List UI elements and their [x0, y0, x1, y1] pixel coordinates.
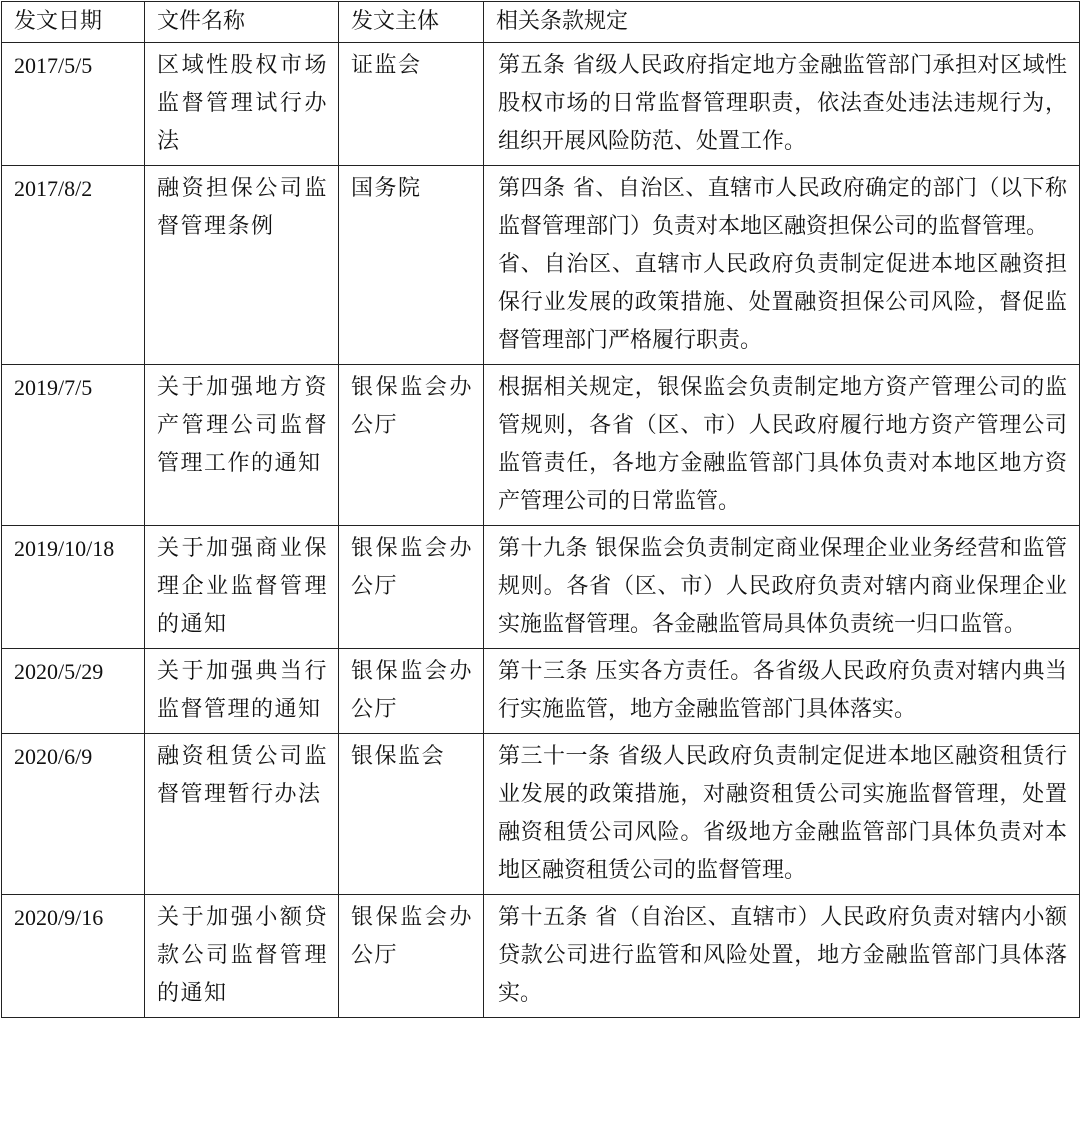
clause-cell: [484, 365, 1080, 526]
issuer-cell: 银保监会: [339, 734, 484, 895]
header-file-name: 文件名称: [145, 2, 339, 43]
table-row: [2, 734, 1080, 895]
issuer-cell: 国务院: [339, 166, 484, 365]
file-name-cell: 关于加强商业保理企业监督管理的通知: [145, 526, 339, 649]
header-date: 发文日期: [2, 2, 145, 43]
issuer-cell: 银保监会办公厅: [339, 649, 484, 734]
issuer-cell: 银保监会办公厅: [339, 526, 484, 649]
table-row: [2, 365, 1080, 526]
header-row: [2, 2, 1080, 43]
table-row: [2, 43, 1080, 166]
header-issuer: 发文主体: [339, 2, 484, 43]
clause-cell: [484, 166, 1080, 365]
header-clause: 相关条款规定: [484, 2, 1080, 43]
issuer-cell: 证监会: [339, 43, 484, 166]
clause-paragraph: 根据相关规定，银保监会负责制定地方资产管理公司的监管规则，各省（区、市）人民政府履行地方资产管理公司监管责任，各地方金融监管部门具体负责对本地区地方资产管理公司的日常监管。: [498, 375, 1067, 514]
clause-paragraph: 第五条 省级人民政府指定地方金融监管部门承担对区域性股权市场的日常监督管理职责，依法查处违法违规行为，组织开展风险防范、处置工作。: [498, 53, 1067, 154]
date-cell: 2019/7/5: [2, 365, 145, 526]
issuer-cell: 银保监会办公厅: [339, 895, 484, 1018]
clause-paragraph: 第四条 省、自治区、直辖市人民政府确定的部门（以下称监督管理部门）负责对本地区融资担保公司的监督管理。: [498, 176, 1067, 239]
clause-cell: [484, 649, 1080, 734]
clause-paragraph: 第十九条 银保监会负责制定商业保理企业业务经营和监管规则。各省（区、市）人民政府负责对辖内商业保理企业实施监督管理。各金融监管局具体负责统一归口监管。: [498, 536, 1067, 637]
issuer-cell: 银保监会办公厅: [339, 365, 484, 526]
file-name-cell: 融资租赁公司监督管理暂行办法: [145, 734, 339, 895]
clause-cell: [484, 895, 1080, 1018]
regulation-table: [1, 1, 1080, 1018]
file-name-cell: 关于加强典当行监督管理的通知: [145, 649, 339, 734]
file-name-cell: 融资担保公司监督管理条例: [145, 166, 339, 365]
clause-cell: [484, 526, 1080, 649]
file-name-cell: 关于加强小额贷款公司监督管理的通知: [145, 895, 339, 1018]
date-cell: 2017/8/2: [2, 166, 145, 365]
clause-paragraph: 第十三条 压实各方责任。各省级人民政府负责对辖内典当行实施监管，地方金融监管部门具体落实。: [498, 659, 1067, 722]
date-cell: 2019/10/18: [2, 526, 145, 649]
table-row: [2, 895, 1080, 1018]
table-row: [2, 649, 1080, 734]
file-name-cell: 关于加强地方资产管理公司监督管理工作的通知: [145, 365, 339, 526]
table-row: [2, 526, 1080, 649]
file-name-cell: 区域性股权市场监督管理试行办法: [145, 43, 339, 166]
table-row: [2, 166, 1080, 365]
clause-cell: [484, 734, 1080, 895]
table-header: [2, 2, 1080, 43]
clause-paragraph: 省、自治区、直辖市人民政府负责制定促进本地区融资担保行业发展的政策措施、处置融资担保公司风险，督促监督管理部门严格履行职责。: [498, 252, 1067, 353]
clause-paragraph: 第十五条 省（自治区、直辖市）人民政府负责对辖内小额贷款公司进行监管和风险处置，地方金融监管部门具体落实。: [498, 905, 1067, 1006]
table-body: [2, 43, 1080, 1018]
date-cell: 2020/5/29: [2, 649, 145, 734]
clause-cell: [484, 43, 1080, 166]
date-cell: 2020/9/16: [2, 895, 145, 1018]
date-cell: 2020/6/9: [2, 734, 145, 895]
clause-paragraph: 第三十一条 省级人民政府负责制定促进本地区融资租赁行业发展的政策措施，对融资租赁公司实施监督管理，处置融资租赁公司风险。省级地方金融监管部门具体负责对本地区融资租赁公司的监督管理。: [498, 744, 1067, 883]
date-cell: 2017/5/5: [2, 43, 145, 166]
